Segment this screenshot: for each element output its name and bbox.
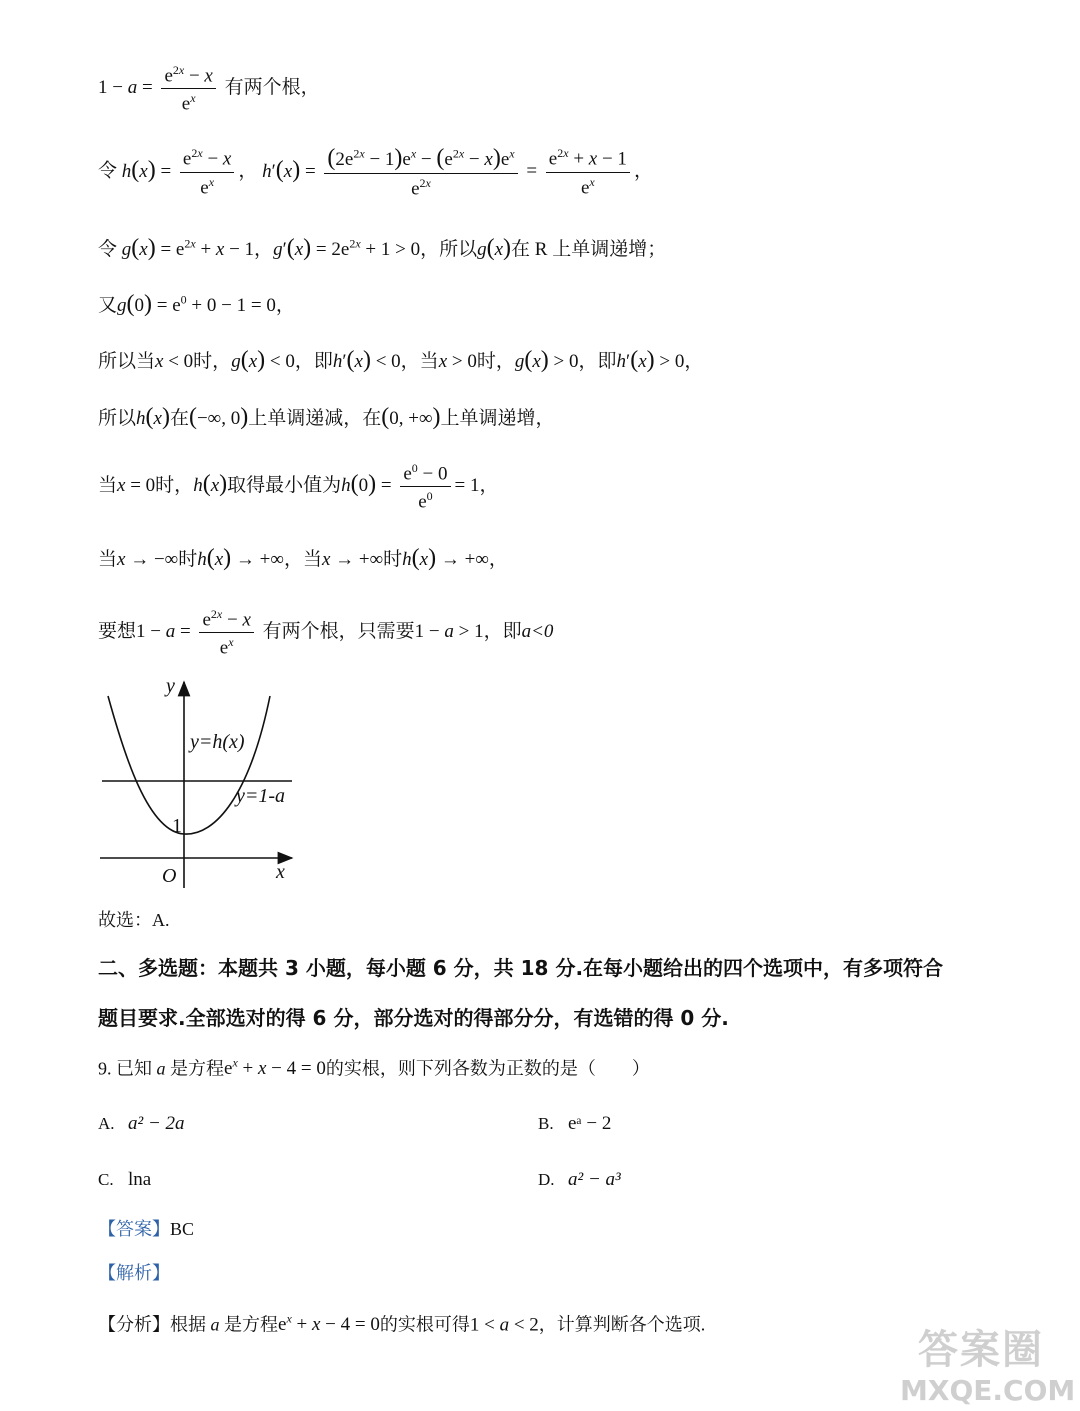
option-label: D. [538, 1170, 555, 1189]
text: ，即 [483, 621, 522, 643]
text: 在 R 上单调递增； [511, 239, 667, 260]
y-axis-label: y [166, 675, 175, 697]
line-label: y=1-a [236, 785, 286, 807]
text: 当 [98, 549, 118, 570]
text: ，所以 [420, 239, 478, 260]
text: 令 [98, 239, 118, 260]
text: 令 [98, 160, 118, 182]
text: 所以 [98, 408, 137, 429]
eq-line-6: 所以h(x)在(−∞, 0)上单调递减，在(0, +∞)上单调递增， [98, 404, 555, 430]
origin-label: O [162, 865, 177, 887]
text: ，当 [400, 351, 439, 372]
text: 时， [193, 351, 232, 372]
watermark-logo: 答案圈 [918, 1327, 1044, 1373]
answer-value: BC [170, 1219, 195, 1239]
eq-line-4: 又$g(0) = e^0 + 0 - 1 = 0$， [98, 291, 295, 317]
eq-line-9: 要想1 − a = $\frac{e^{2x} - x}{e^x}$ 有两个根，只需要1 − a > 1，即a<0 [98, 607, 554, 659]
text: 上单调递减，在 [248, 408, 382, 429]
text: 上单调递增， [440, 408, 555, 429]
parabola-curve [108, 696, 270, 834]
eq-line-2: 令 h(x) = $\frac{e^{2x} - x}{e^x}$ ， h′(x) = $\frac{(2e^{2x} - 1)e^x - (e^{2x} - x)e^x}{e^{2x}}$ = $\frac{e^{2x} + x - 1}{e^x}$ ， [98, 145, 653, 200]
text: 所以当 [98, 351, 156, 372]
eq-line-5: 所以当x < 0时，g(x) < 0，即h′(x) < 0，当x > 0时，g(x) > 0，即h′(x) > 0， [98, 347, 704, 373]
analysis-tag: 【解析】 [98, 1263, 170, 1283]
function-graph [96, 674, 306, 892]
option-text: lna [128, 1169, 152, 1190]
option-d [538, 1170, 621, 1189]
analysis-line: 【分析】根据 a 是方程$e^x + x - 4 = 0$的实根可得1 < a < 2，计算判断各个选项. [98, 1312, 706, 1336]
text: ，即 [578, 351, 617, 372]
eq-line-8: 当x → −∞时h(x) → +∞，当x → +∞时h(x) → +∞， [98, 545, 508, 571]
section-heading-line-1: 二、多选题：本题共 3 小题，每小题 6 分，共 18 分.在每小题给出的四个选项中，有多项符合 [98, 956, 944, 980]
text: 是方程 [170, 1058, 224, 1079]
option-label: A. [98, 1114, 115, 1133]
eq-line-3: 令 $g(x) = e^{2x} + x - 1$，$g'(x) = 2e^{2x} + 1 > 0$，所以g(x)在 R 上单调递增； [98, 235, 667, 261]
option-text: eᵃ − 2 [568, 1113, 612, 1134]
text: 的实根可得 [379, 1314, 470, 1335]
x-axis-label: x [276, 861, 285, 883]
watermark-url: MXQE.COM [900, 1374, 1076, 1407]
conclusion: 故选：A. [98, 910, 170, 930]
option-a [98, 1114, 185, 1133]
option-text: a² − a³ [568, 1169, 621, 1190]
text: 是方程 [224, 1314, 278, 1335]
fenxi-tag: 【分析】 [98, 1314, 170, 1335]
question-9: 9. 已知 a 是方程$e^x + x - 4 = 0$的实根，则下列各数为正数的是（ ） [98, 1056, 650, 1080]
one-label: 1 [172, 815, 182, 837]
eq-line-1: 1 − a = $\frac{e^{2x} - x}{e^x}$ 有两个根， [98, 63, 320, 115]
text: ，即 [294, 351, 333, 372]
text: 的实根，则下列各数为正数的是（ ） [325, 1058, 650, 1079]
eq-line-7: 当x = 0时，h(x)取得最小值为h(0) = $\frac{e^0 - 0}{e^0}$ = 1， [98, 461, 499, 513]
option-b [538, 1114, 611, 1133]
text: 又 [98, 295, 118, 316]
option-text: a² − 2a [128, 1113, 185, 1134]
text: 时， [155, 475, 194, 497]
curve-label: y=h(x) [190, 731, 245, 753]
text: ，计算判断各个选项. [538, 1314, 706, 1335]
text: 时 [383, 549, 403, 570]
option-c [98, 1170, 151, 1189]
text: 根据 [170, 1314, 206, 1335]
text: 有两个根， [224, 77, 320, 99]
text: 时 [178, 549, 198, 570]
text: 要想 [98, 621, 137, 643]
text: 有两个根，只需要 [262, 621, 415, 643]
section-heading-line-2: 题目要求.全部选对的得 6 分，部分选对的得部分分，有选错的得 0 分. [98, 1006, 729, 1030]
answer-line [98, 1220, 194, 1238]
answer-tag: 【答案】 [98, 1219, 170, 1239]
text: 取得最小值为 [227, 475, 342, 497]
text: 在 [169, 408, 189, 429]
text: 当 [98, 475, 118, 497]
text: ，当 [283, 549, 322, 570]
option-label: B. [538, 1114, 554, 1133]
option-label: C. [98, 1170, 114, 1189]
text: 时， [476, 351, 515, 372]
question-number: 9. 已知 [98, 1058, 152, 1079]
